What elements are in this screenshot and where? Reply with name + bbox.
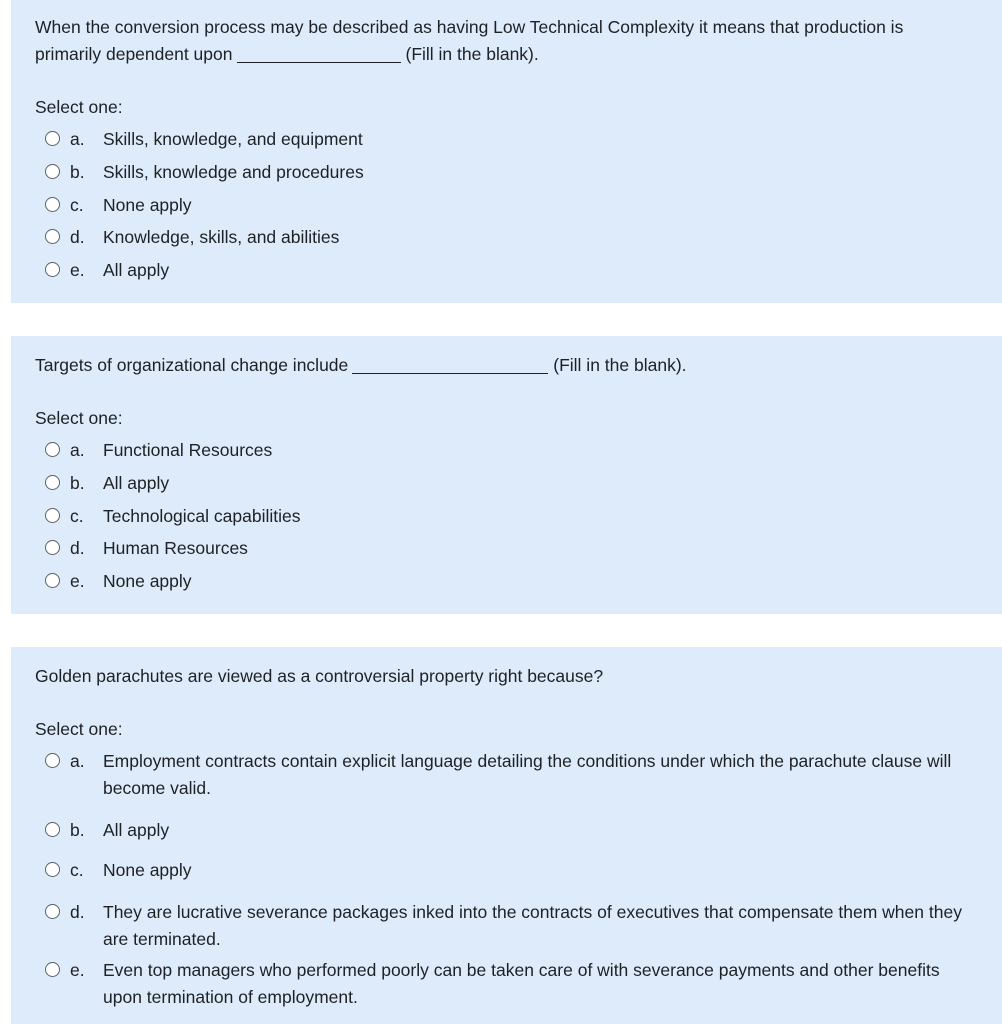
radio-button[interactable] — [45, 475, 60, 490]
option-letter: c. — [70, 195, 84, 215]
option-letter: b. — [70, 473, 85, 493]
question-2-text-before: Targets of organizational change include — [35, 355, 349, 375]
option-text[interactable]: Knowledge, skills, and abilities — [103, 227, 340, 247]
select-one-label: Select one: — [35, 97, 123, 117]
option-letter: a. — [70, 751, 85, 771]
option-text[interactable]: Functional Resources — [103, 440, 273, 460]
radio-button[interactable] — [45, 164, 60, 179]
question-1-text — [35, 14, 974, 68]
option-text[interactable]: Even top managers who performed poorly can be taken care of with severance payments and other benefits upon termination of employment. — [103, 960, 940, 1007]
question-1-text-before: When the conversion process may be described as having Low Technical Complexity it means that production is primarily dependent upon — [35, 17, 904, 64]
question-2-text — [35, 352, 974, 379]
option-text[interactable]: Human Resources — [103, 538, 248, 558]
radio-button[interactable] — [45, 822, 60, 837]
question-1-text-after: (Fill in the blank). — [405, 44, 539, 64]
radio-button[interactable] — [45, 197, 60, 212]
option-text[interactable]: Skills, knowledge and procedures — [103, 162, 364, 182]
question-2-text-after: (Fill in the blank). — [553, 355, 687, 375]
fill-in-blank — [352, 355, 548, 374]
radio-button[interactable] — [45, 904, 60, 919]
option-letter: a. — [70, 129, 85, 149]
option-text[interactable]: All apply — [103, 820, 170, 840]
option-letter: d. — [70, 902, 85, 922]
radio-button[interactable] — [45, 962, 60, 977]
fill-in-blank — [237, 44, 401, 63]
option-letter: c. — [70, 506, 84, 526]
option-letter: d. — [70, 538, 85, 558]
option-text[interactable]: None apply — [103, 860, 192, 880]
option-text[interactable]: They are lucrative severance packages inked into the contracts of executives that compensate them when they are terminated. — [103, 902, 962, 949]
question-2 — [11, 336, 1002, 614]
option-letter: e. — [70, 260, 85, 280]
select-one-label: Select one: — [35, 408, 123, 428]
option-letter: b. — [70, 820, 85, 840]
option-letter: e. — [70, 960, 85, 980]
question-3-text: Golden parachutes are viewed as a controversial property right because? — [35, 666, 604, 686]
select-one-label: Select one: — [35, 719, 123, 739]
option-text[interactable]: None apply — [103, 195, 192, 215]
option-text[interactable]: None apply — [103, 571, 192, 591]
option-letter: c. — [70, 860, 84, 880]
question-1 — [11, 0, 1002, 303]
option-letter: e. — [70, 571, 85, 591]
option-text[interactable]: Skills, knowledge, and equipment — [103, 129, 363, 149]
radio-button[interactable] — [45, 753, 60, 768]
option-letter: d. — [70, 227, 85, 247]
radio-button[interactable] — [45, 862, 60, 877]
radio-button[interactable] — [45, 540, 60, 555]
radio-button[interactable] — [45, 442, 60, 457]
option-text[interactable]: Technological capabilities — [103, 506, 301, 526]
radio-button[interactable] — [45, 131, 60, 146]
radio-button[interactable] — [45, 508, 60, 523]
question-3 — [11, 647, 1002, 1024]
option-text[interactable]: All apply — [103, 260, 170, 280]
option-letter: a. — [70, 440, 85, 460]
option-letter: b. — [70, 162, 85, 182]
option-text[interactable]: All apply — [103, 473, 170, 493]
radio-button[interactable] — [45, 573, 60, 588]
option-text[interactable]: Employment contracts contain explicit language detailing the conditions under which the parachute clause will become valid. — [103, 751, 952, 798]
radio-button[interactable] — [45, 229, 60, 244]
radio-button[interactable] — [45, 262, 60, 277]
